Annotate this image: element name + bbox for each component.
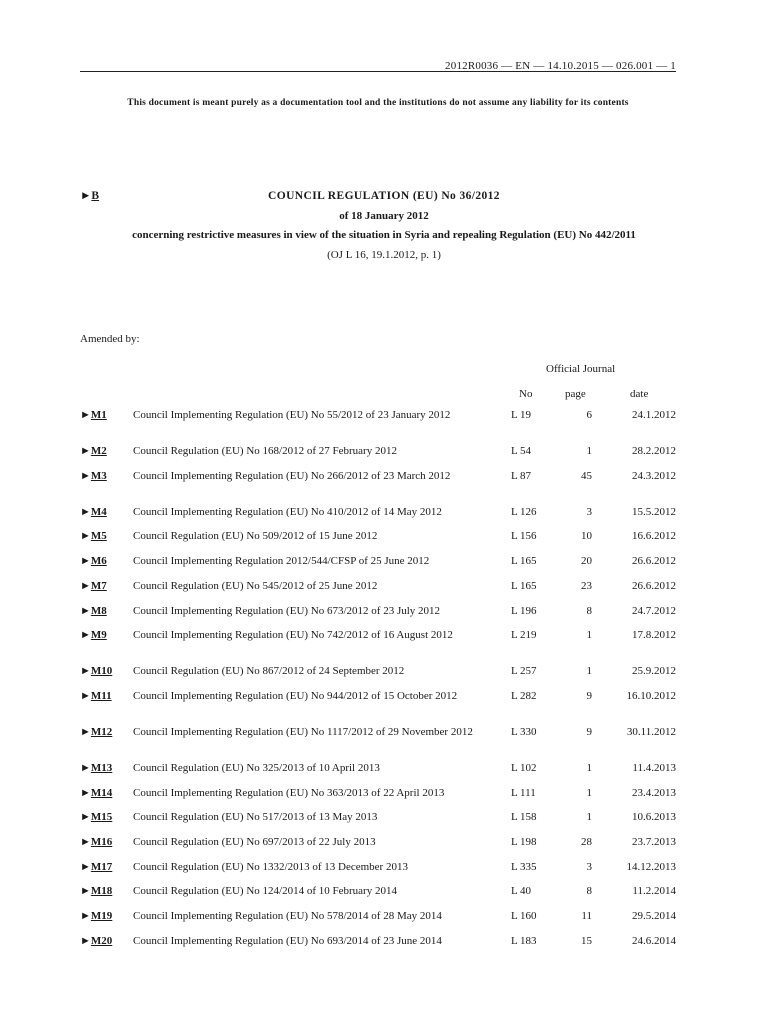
amendment-description: Council Regulation (EU) No 509/2012 of 15 June 2012 <box>133 530 378 543</box>
oj-number: L 219 <box>511 629 537 642</box>
oj-number: L 196 <box>511 604 537 617</box>
regulation-title-block <box>108 189 660 262</box>
marker-arrow-icon: ► <box>80 786 91 799</box>
oj-date: 17.8.2012 <box>632 629 676 642</box>
oj-page: 23 <box>581 579 592 592</box>
marker-arrow-icon: ► <box>80 761 91 774</box>
oj-number: L 111 <box>511 786 536 799</box>
amendment-marker[interactable] <box>80 555 107 567</box>
amendment-description: Council Regulation (EU) No 325/2013 of 10 April 2013 <box>133 761 380 774</box>
amendment-code-link[interactable]: M12 <box>90 725 113 738</box>
marker-arrow-icon: ► <box>80 725 91 738</box>
oj-number: L 183 <box>511 934 537 947</box>
oj-number: L 282 <box>511 689 537 702</box>
amendment-marker[interactable] <box>80 409 107 421</box>
header-divider <box>80 71 676 72</box>
oj-page: 9 <box>586 689 592 702</box>
oj-number: L 330 <box>511 725 537 738</box>
oj-date: 11.4.2013 <box>632 761 676 774</box>
amendment-description: Council Regulation (EU) No 517/2013 of 13 May 2013 <box>133 811 378 824</box>
amendment-description: Council Implementing Regulation (EU) No 410/2012 of 14 May 2012 <box>133 505 442 518</box>
oj-date: 14.12.2013 <box>626 860 676 873</box>
amendment-description: Council Regulation (EU) No 867/2012 of 24 September 2012 <box>133 665 405 678</box>
oj-page: 3 <box>586 505 592 518</box>
marker-arrow-icon: ► <box>80 860 91 873</box>
amendment-code-link[interactable]: M6 <box>90 555 107 568</box>
marker-code-link[interactable]: B <box>91 190 100 202</box>
oj-page: 20 <box>581 555 592 568</box>
oj-page: 1 <box>586 786 592 799</box>
amendment-code-link[interactable]: M18 <box>90 885 113 898</box>
amendment-marker[interactable] <box>80 530 107 542</box>
regulation-title: COUNCIL REGULATION (EU) No 36/2012 <box>268 190 500 202</box>
oj-date: 24.1.2012 <box>632 409 676 421</box>
amendment-code-link[interactable]: M17 <box>90 860 113 873</box>
oj-page: 28 <box>581 836 592 848</box>
oj-date: 16.10.2012 <box>626 689 676 702</box>
column-header-date: date <box>630 388 649 400</box>
marker-arrow-icon: ► <box>80 469 91 482</box>
amendment-marker[interactable] <box>80 861 112 873</box>
oj-date: 26.6.2012 <box>632 555 676 568</box>
amendment-code-link[interactable]: M2 <box>90 445 107 457</box>
oj-page: 6 <box>586 409 592 421</box>
marker-arrow-icon: ► <box>80 689 91 702</box>
marker-arrow-icon: ► <box>80 409 91 421</box>
oj-number: L 19 <box>511 409 532 421</box>
amendment-marker[interactable] <box>80 787 112 799</box>
amendment-description: Council Regulation (EU) No 168/2012 of 27 February 2012 <box>133 445 397 457</box>
amendment-marker[interactable] <box>80 580 107 592</box>
amendment-marker[interactable] <box>80 885 112 897</box>
oj-date: 16.6.2012 <box>632 530 676 543</box>
marker-arrow-icon: ► <box>80 910 91 923</box>
regulation-subject: concerning restrictive measures in view of the situation in Syria and repealing Regulation (EU) No 442/2011 <box>132 229 636 241</box>
oj-page: 1 <box>586 761 592 774</box>
amendment-code-link[interactable]: M16 <box>90 836 113 848</box>
oj-page: 10 <box>581 530 592 543</box>
oj-number: L 198 <box>511 836 537 848</box>
oj-page: 1 <box>586 811 592 824</box>
amendment-code-link[interactable]: M3 <box>90 469 107 482</box>
marker-arrow-icon: ► <box>80 665 91 678</box>
marker-arrow-icon: ► <box>80 811 91 824</box>
marker-arrow-icon: ► <box>80 604 91 617</box>
amendment-marker[interactable] <box>80 506 107 518</box>
oj-page: 45 <box>581 469 592 482</box>
amendment-code-link[interactable]: M20 <box>90 934 113 947</box>
amendment-code-link[interactable]: M10 <box>90 665 113 678</box>
amendment-code-link[interactable]: M8 <box>90 604 107 617</box>
amendment-marker[interactable] <box>80 605 107 617</box>
oj-date: 24.7.2012 <box>632 604 676 617</box>
oj-date: 26.6.2012 <box>632 579 676 592</box>
amendment-marker[interactable] <box>80 690 112 702</box>
amendment-marker[interactable] <box>80 470 107 482</box>
marker-arrow-icon: ► <box>80 530 91 543</box>
amendment-description: Council Implementing Regulation (EU) No 55/2012 of 23 January 2012 <box>133 409 451 421</box>
oj-date: 29.5.2014 <box>632 910 676 923</box>
official-journal-heading: Official Journal <box>546 363 616 375</box>
amendment-description: Council Implementing Regulation (EU) No 693/2014 of 23 June 2014 <box>133 934 442 947</box>
oj-number: L 40 <box>511 885 532 898</box>
amendment-code-link[interactable]: M5 <box>90 530 107 543</box>
amendment-description: Council Implementing Regulation (EU) No 363/2013 of 22 April 2013 <box>133 786 445 799</box>
marker-arrow-icon: ► <box>80 836 91 848</box>
regulation-oj-reference: (OJ L 16, 19.1.2012, p. 1) <box>327 249 441 261</box>
amendment-code-link[interactable]: M7 <box>90 579 107 592</box>
oj-date: 30.11.2012 <box>626 725 676 738</box>
oj-page: 3 <box>586 860 592 873</box>
oj-number: L 54 <box>511 445 532 457</box>
amendment-description: Council Regulation (EU) No 124/2014 of 10 February 2014 <box>133 885 397 898</box>
oj-number: L 165 <box>511 579 537 592</box>
amendment-marker[interactable] <box>80 726 112 738</box>
amendment-description: Council Implementing Regulation (EU) No 1117/2012 of 29 November 2012 <box>133 725 473 738</box>
oj-number: L 156 <box>511 530 537 543</box>
amendment-description: Council Regulation (EU) No 1332/2013 of 13 December 2013 <box>133 860 408 873</box>
oj-date: 23.4.2013 <box>632 786 676 799</box>
amendment-code-link[interactable]: M11 <box>90 689 112 702</box>
oj-date: 10.6.2013 <box>632 811 676 824</box>
amendment-code-link[interactable]: M15 <box>90 811 113 824</box>
amendment-marker[interactable] <box>80 935 112 947</box>
oj-page: 8 <box>586 604 592 617</box>
oj-number: L 126 <box>511 505 537 518</box>
column-header-page: page <box>565 388 586 400</box>
amendment-description: Council Implementing Regulation (EU) No 944/2012 of 15 October 2012 <box>133 689 458 702</box>
oj-number: L 87 <box>511 469 532 482</box>
amendment-description: Council Implementing Regulation (EU) No 742/2012 of 16 August 2012 <box>133 629 453 642</box>
base-act-marker[interactable] <box>80 190 99 202</box>
oj-page: 8 <box>586 885 592 898</box>
amendment-code-link[interactable]: M19 <box>90 910 113 923</box>
oj-page: 15 <box>581 934 592 947</box>
marker-arrow-icon: ► <box>80 190 92 202</box>
amendment-description: Council Implementing Regulation (EU) No 578/2014 of 28 May 2014 <box>133 910 442 923</box>
amendment-marker[interactable] <box>80 445 107 457</box>
document-reference: 2012R0036 — EN — 14.10.2015 — 026.001 — 1 <box>445 60 676 72</box>
amendment-description: Council Implementing Regulation 2012/544/CFSP of 25 June 2012 <box>133 555 430 568</box>
oj-date: 23.7.2013 <box>632 836 676 848</box>
amendment-marker[interactable] <box>80 836 112 848</box>
oj-number: L 165 <box>511 555 537 568</box>
marker-arrow-icon: ► <box>80 579 91 592</box>
oj-date: 24.3.2012 <box>632 469 676 482</box>
oj-page: 1 <box>586 665 592 678</box>
amendment-code-link[interactable]: M13 <box>90 761 113 774</box>
amendment-code-link[interactable]: M4 <box>90 505 107 518</box>
oj-page: 11 <box>581 910 592 923</box>
marker-arrow-icon: ► <box>80 885 91 898</box>
oj-number: L 160 <box>511 910 537 923</box>
oj-page: 1 <box>586 629 592 642</box>
amendment-description: Council Regulation (EU) No 697/2013 of 22 July 2013 <box>133 836 376 848</box>
amendment-marker[interactable] <box>80 762 112 774</box>
amendment-description: Council Implementing Regulation (EU) No 673/2012 of 23 July 2012 <box>133 604 441 617</box>
amendment-code-link[interactable]: M14 <box>90 786 113 799</box>
oj-number: L 335 <box>511 860 537 873</box>
amendment-code-link[interactable]: M9 <box>90 629 107 642</box>
regulation-date: of 18 January 2012 <box>339 210 429 222</box>
oj-date: 15.5.2012 <box>632 505 676 518</box>
oj-number: L 158 <box>511 811 537 824</box>
amendment-description: Council Regulation (EU) No 545/2012 of 25 June 2012 <box>133 579 378 592</box>
oj-page: 9 <box>586 725 592 738</box>
oj-page: 1 <box>586 445 592 457</box>
column-header-no: No <box>519 388 533 400</box>
marker-arrow-icon: ► <box>80 934 91 947</box>
oj-date: 24.6.2014 <box>632 934 676 947</box>
oj-number: L 257 <box>511 665 537 678</box>
amendment-marker[interactable] <box>80 910 112 922</box>
oj-date: 11.2.2014 <box>632 885 676 898</box>
amended-by-label: Amended by: <box>80 333 140 345</box>
amendment-marker[interactable] <box>80 665 112 677</box>
marker-arrow-icon: ► <box>80 629 91 642</box>
amendment-marker[interactable] <box>80 811 112 823</box>
disclaimer: This document is meant purely as a documentation tool and the institutions do not assume any liability for its contents <box>127 98 629 108</box>
oj-number: L 102 <box>511 761 537 774</box>
oj-date: 25.9.2012 <box>632 665 676 678</box>
marker-arrow-icon: ► <box>80 555 91 568</box>
amendment-marker[interactable] <box>80 629 107 641</box>
oj-date: 28.2.2012 <box>632 445 676 457</box>
marker-arrow-icon: ► <box>80 505 91 518</box>
marker-arrow-icon: ► <box>80 445 91 457</box>
amendment-description: Council Implementing Regulation (EU) No 266/2012 of 23 March 2012 <box>133 469 451 482</box>
amendment-code-link[interactable]: M1 <box>90 409 107 421</box>
